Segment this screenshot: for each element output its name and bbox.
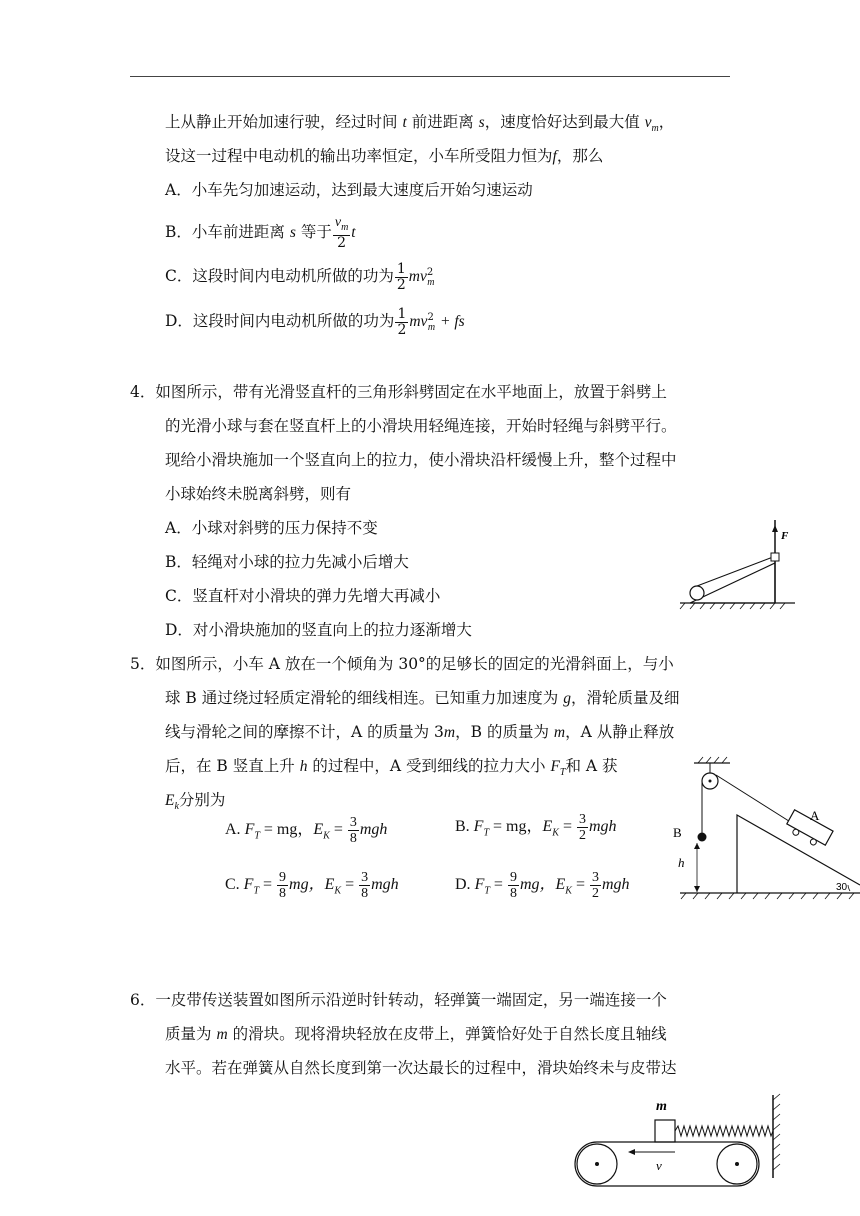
label-h: h bbox=[678, 855, 685, 870]
text: 上从静止开始加速行驶，经过时间 bbox=[165, 113, 398, 131]
var-m: m bbox=[216, 1026, 228, 1043]
sub: T bbox=[559, 767, 566, 779]
num: 9 bbox=[509, 870, 517, 885]
den: 2 bbox=[591, 886, 599, 901]
q3-stem-line2 bbox=[165, 146, 603, 167]
var-F: F bbox=[550, 758, 560, 775]
expr: mv bbox=[408, 268, 427, 286]
q5-stem-line3 bbox=[165, 722, 674, 743]
q6-stem-line2 bbox=[165, 1024, 667, 1045]
den: 2 bbox=[578, 828, 586, 843]
q3-stem-line1 bbox=[165, 112, 674, 139]
q3-option-b bbox=[165, 215, 356, 251]
label: B. bbox=[455, 818, 470, 836]
q4-option-d: D．对小滑块施加的竖直向上的拉力逐渐增大 bbox=[165, 621, 472, 639]
subscript: m bbox=[651, 123, 659, 135]
sub: K bbox=[565, 885, 572, 897]
sub: K bbox=[552, 827, 559, 839]
expr: mg， bbox=[289, 876, 325, 894]
q5-option-d: D. $F_T$ = $\frac{9}{8}$ mg，$E_K$ = $\frac{3}{2}$ mgh bbox=[455, 870, 630, 901]
expr: mgh bbox=[371, 876, 399, 894]
var-m: m bbox=[443, 724, 456, 741]
q4-option-c: C．竖直杆对小滑块的弹力先增大再减小 bbox=[165, 587, 441, 605]
num: 1 bbox=[396, 260, 406, 277]
q6-stem-line1: 6．一皮带传送装置如图所示沿逆时针转动，轻弹簧一端固定，另一端连接一个 bbox=[130, 991, 667, 1009]
label-B: B bbox=[673, 825, 682, 840]
sub: k bbox=[174, 801, 179, 813]
text: 等于 bbox=[300, 222, 332, 241]
fraction bbox=[590, 870, 601, 901]
var: F bbox=[244, 821, 255, 839]
sub: K bbox=[323, 830, 330, 842]
q4-option-b: B．轻绳对小球的拉力先减小后增大 bbox=[165, 553, 409, 571]
force-label: F bbox=[781, 530, 789, 542]
fraction bbox=[277, 870, 288, 901]
text: 和 A 获 bbox=[565, 757, 618, 775]
fraction bbox=[508, 870, 519, 901]
den: 2 bbox=[396, 276, 406, 293]
num: v bbox=[334, 215, 342, 230]
text: 分别为 bbox=[178, 791, 226, 809]
angle-label: 30 bbox=[836, 882, 848, 893]
num: 3 bbox=[591, 870, 599, 885]
var-m: m bbox=[553, 724, 566, 741]
conveyor-spring-diagram bbox=[570, 1090, 800, 1190]
var-t: t bbox=[402, 114, 407, 131]
text: 设这一过程中电动机的输出功率恒定，小车所受阻力恒为 bbox=[165, 147, 553, 165]
q5-figure bbox=[670, 755, 860, 909]
fraction bbox=[395, 307, 408, 338]
q5-stem-line4 bbox=[165, 756, 618, 783]
den: 8 bbox=[509, 886, 517, 901]
label: C. bbox=[225, 876, 240, 894]
sub: T bbox=[483, 827, 490, 839]
var: E bbox=[542, 818, 553, 836]
q4-option-a: A．小球对斜劈的压力保持不变 bbox=[165, 519, 378, 537]
q6-figure bbox=[570, 1090, 800, 1194]
fraction bbox=[348, 815, 359, 846]
text: 后，在 B 竖直上升 bbox=[165, 757, 295, 775]
q6-stem-line3: 水平。若在弹簧从自然长度到第一次达最长的过程中，滑块始终未与皮带达 bbox=[165, 1059, 677, 1077]
q4-stem-line4: 小球始终未脱离斜劈，则有 bbox=[165, 485, 352, 503]
sub: m bbox=[427, 277, 435, 289]
label-A: A bbox=[810, 808, 820, 823]
q5-option-a: A. $F_T$ = mg，$E_K$ = $\frac{3}{8}$ mgh bbox=[225, 815, 388, 846]
q3-option-a: A．小车先匀加速运动，达到最大速度后开始匀速运动 bbox=[165, 181, 533, 199]
var: E bbox=[555, 876, 566, 894]
text: ，那么 bbox=[556, 147, 604, 165]
q4-figure bbox=[675, 515, 855, 619]
var-g: g bbox=[563, 690, 571, 707]
expr: + fs bbox=[439, 313, 465, 331]
text: ， bbox=[658, 113, 675, 131]
sub: T bbox=[484, 885, 490, 897]
text: 质量为 bbox=[165, 1025, 212, 1043]
expr: mgh bbox=[601, 876, 630, 894]
header-rule bbox=[130, 76, 730, 77]
den: 2 bbox=[397, 321, 407, 338]
fraction bbox=[577, 812, 588, 843]
sup: 2 bbox=[427, 312, 434, 323]
q5-stem-line1: 5．如图所示，小车 A 放在一个倾角为 30°的足够长的固定的光滑斜面上，与小 bbox=[130, 655, 674, 673]
num: 3 bbox=[349, 815, 357, 830]
pulley-incline-diagram bbox=[670, 755, 860, 905]
den: 2 bbox=[337, 234, 347, 251]
fraction bbox=[395, 262, 408, 293]
text: ，滑轮质量及细 bbox=[570, 689, 680, 707]
expr: mgh bbox=[359, 821, 388, 839]
q4-stem-line2: 的光滑小球与套在竖直杆上的小滑块用轻绳连接，开始时轻绳与斜劈平行。 bbox=[165, 417, 677, 435]
fraction bbox=[333, 215, 350, 251]
num: 3 bbox=[361, 870, 369, 885]
q4-stem-line3: 现给小滑块施加一个竖直向上的拉力，使小滑块沿杆缓慢上升，整个过程中 bbox=[165, 451, 677, 469]
num: 3 bbox=[578, 812, 586, 827]
expr: mv bbox=[409, 313, 428, 331]
label: D. bbox=[455, 876, 471, 894]
text: 前进距离 bbox=[411, 113, 474, 131]
text: D．这段时间内电动机所做的功为 bbox=[165, 312, 395, 331]
text: ，B 的质量为 bbox=[455, 723, 549, 741]
text: C．这段时间内电动机所做的功为 bbox=[165, 267, 394, 286]
text: B．小车前进距离 bbox=[165, 222, 285, 241]
var: E bbox=[313, 821, 324, 839]
var: F bbox=[474, 876, 485, 894]
q3-option-d bbox=[165, 303, 465, 343]
sub: K bbox=[334, 885, 342, 897]
text: ，速度恰好达到最大值 bbox=[484, 113, 640, 131]
sub: T bbox=[254, 830, 260, 842]
text: ，A 从静止释放 bbox=[565, 723, 675, 741]
num: 9 bbox=[279, 870, 287, 885]
den: 8 bbox=[349, 831, 357, 846]
var-s: s bbox=[289, 223, 296, 241]
label: A. bbox=[225, 821, 241, 839]
var-h: h bbox=[299, 758, 308, 775]
sup: 2 bbox=[426, 267, 434, 278]
den: 8 bbox=[279, 886, 287, 901]
expr: mg， bbox=[519, 876, 556, 894]
text: = mg， bbox=[263, 821, 314, 839]
den: 8 bbox=[361, 886, 369, 901]
sub: T bbox=[253, 885, 260, 897]
sub: m bbox=[341, 221, 349, 233]
q5-stem-line2 bbox=[165, 688, 679, 709]
text: 的滑块。现将滑块轻放在皮带上，弹簧恰好处于自然长度且轴线 bbox=[232, 1025, 667, 1043]
var: F bbox=[473, 818, 484, 836]
num: 1 bbox=[397, 305, 407, 322]
var-v: v bbox=[644, 114, 652, 131]
var: E bbox=[324, 876, 335, 894]
text: = mg， bbox=[493, 818, 543, 836]
fraction bbox=[359, 870, 370, 901]
var-f: f bbox=[552, 148, 557, 165]
text: 球 B 通过绕过轻质定滑轮的细线相连。已知重力加速度为 bbox=[165, 689, 559, 707]
q5-stem-line5 bbox=[165, 790, 225, 817]
label-v: v bbox=[656, 1158, 662, 1173]
sub: m bbox=[427, 322, 436, 334]
var-E: E bbox=[165, 792, 175, 809]
expr: mgh bbox=[588, 818, 617, 836]
q3-option-c bbox=[165, 258, 434, 298]
text: 线与滑轮之间的摩擦不计，A 的质量为 3 bbox=[165, 723, 444, 741]
q5-option-c: C. $F_T$ = $\frac{9}{8}$ mg，$E_K$ = $\frac{3}{8}$ mgh bbox=[225, 870, 399, 901]
incline-rod-diagram bbox=[675, 515, 855, 615]
var: F bbox=[243, 876, 254, 894]
var-s: s bbox=[478, 114, 485, 131]
q5-option-b: B. $F_T$ = mg，$E_K$ = $\frac{3}{2}$ mgh bbox=[455, 812, 617, 843]
var-t: t bbox=[351, 223, 356, 241]
q4-stem-line1: 4．如图所示，带有光滑竖直杆的三角形斜劈固定在水平地面上，放置于斜劈上 bbox=[130, 383, 667, 401]
text: 的过程中，A 受到细线的拉力大小 bbox=[312, 757, 546, 775]
label-m: m bbox=[656, 1099, 667, 1114]
